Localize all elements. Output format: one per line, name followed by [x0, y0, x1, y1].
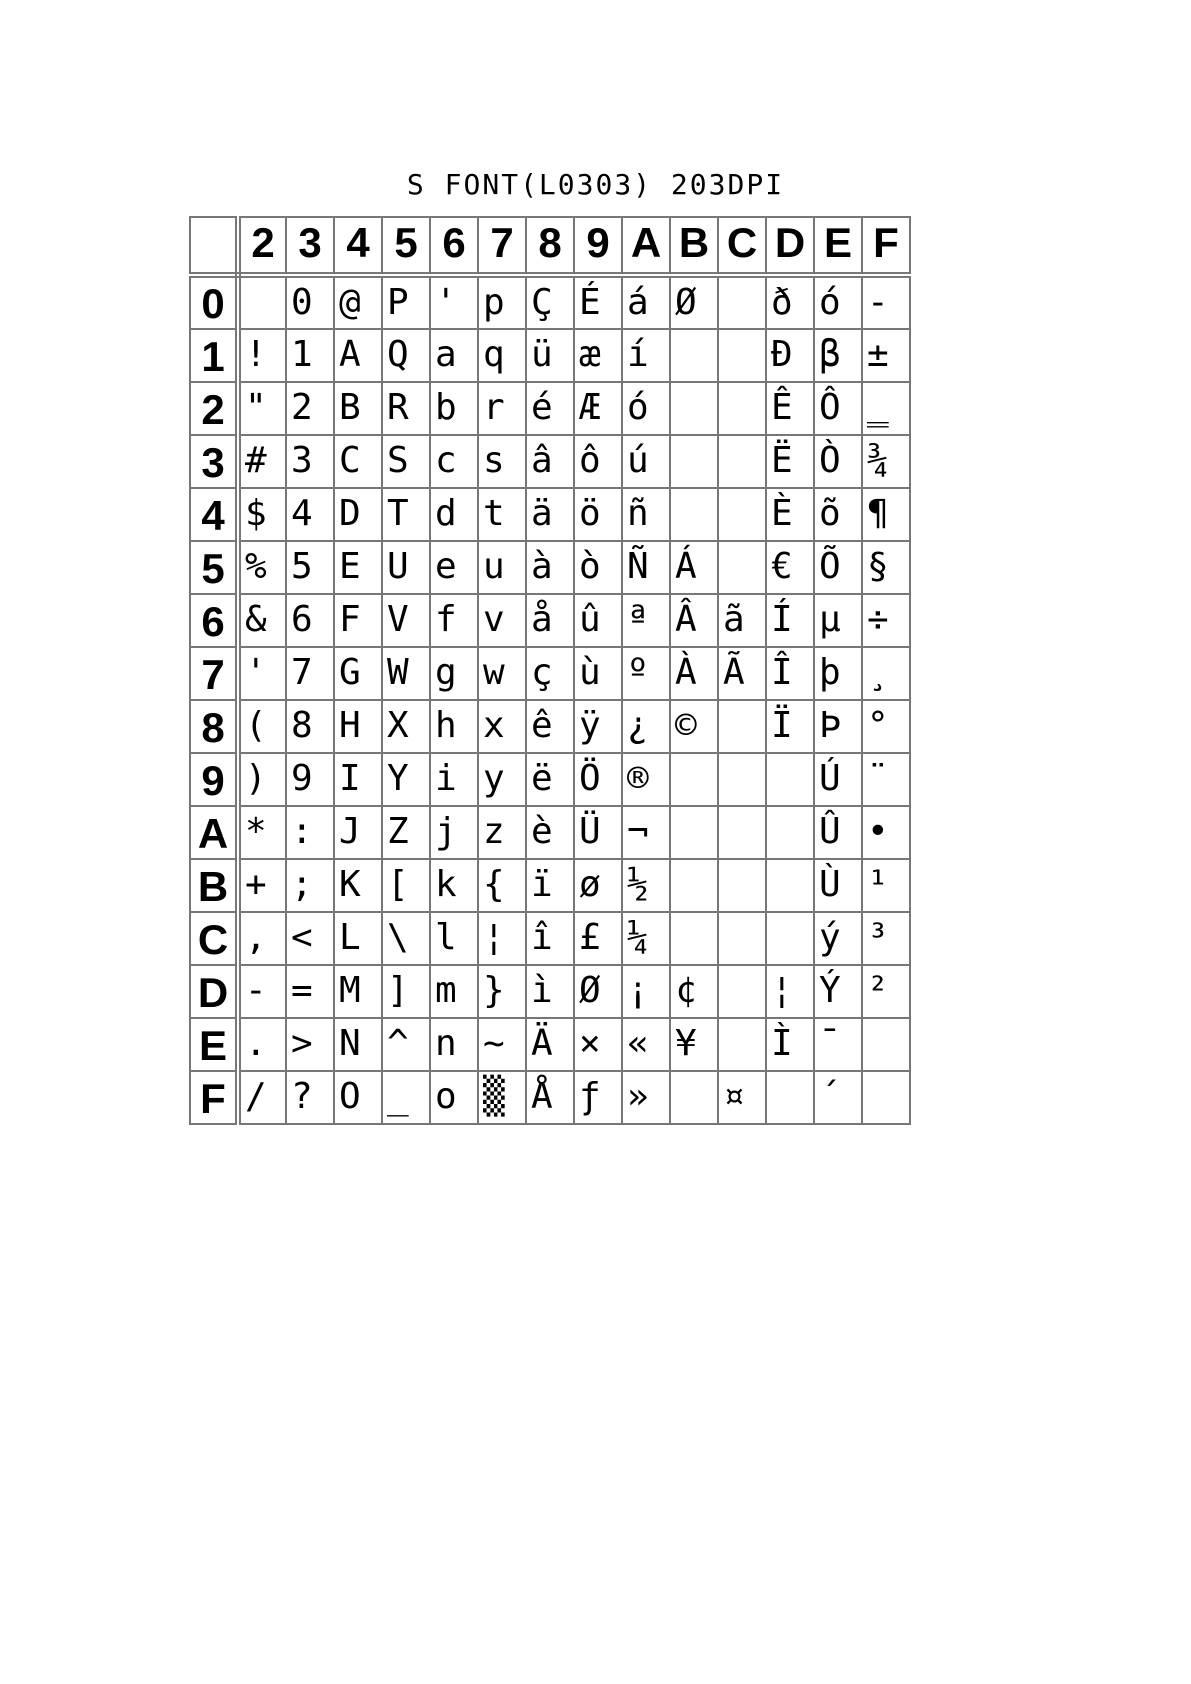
character-cell: »: [622, 1071, 670, 1124]
row-header: 6: [190, 594, 238, 647]
character-cell: €: [766, 541, 814, 594]
character-cell: [718, 541, 766, 594]
character-cell: ,: [238, 912, 286, 965]
character-cell: -: [238, 965, 286, 1018]
row-header: 1: [190, 329, 238, 382]
character-cell: Ò: [814, 435, 862, 488]
character-cell: [718, 329, 766, 382]
character-cell: ±: [862, 329, 910, 382]
character-cell: u: [478, 541, 526, 594]
corner-cell: [190, 217, 238, 275]
character-cell: Æ: [574, 382, 622, 435]
character-cell: [670, 435, 718, 488]
character-cell: ä: [526, 488, 574, 541]
character-cell: ¦: [478, 912, 526, 965]
character-cell: q: [478, 329, 526, 382]
column-header: 5: [382, 217, 430, 275]
character-cell: Í: [766, 594, 814, 647]
character-cell: £: [574, 912, 622, 965]
character-cell: o: [430, 1071, 478, 1124]
character-cell: ': [238, 647, 286, 700]
character-cell: ¯: [814, 1018, 862, 1071]
table-row: [190, 1018, 910, 1071]
character-cell: 1: [286, 329, 334, 382]
character-cell: [766, 806, 814, 859]
character-cell: p: [478, 275, 526, 329]
character-cell: k: [430, 859, 478, 912]
row-header: B: [190, 859, 238, 912]
character-cell: U: [382, 541, 430, 594]
character-cell: °: [862, 700, 910, 753]
row-header: 4: [190, 488, 238, 541]
character-cell: 6: [286, 594, 334, 647]
row-header: 9: [190, 753, 238, 806]
character-cell: D: [334, 488, 382, 541]
character-cell: [718, 382, 766, 435]
character-cell: !: [238, 329, 286, 382]
character-cell: a: [430, 329, 478, 382]
column-header: 2: [238, 217, 286, 275]
character-cell: µ: [814, 594, 862, 647]
character-cell: C: [334, 435, 382, 488]
table-row: [190, 912, 910, 965]
character-cell: ú: [622, 435, 670, 488]
character-cell: [718, 435, 766, 488]
column-header: D: [766, 217, 814, 275]
character-cell: [766, 859, 814, 912]
character-cell: û: [574, 594, 622, 647]
row-header: C: [190, 912, 238, 965]
character-cell: c: [430, 435, 478, 488]
character-cell: ¥: [670, 1018, 718, 1071]
row-header: E: [190, 1018, 238, 1071]
character-cell: Ø: [670, 275, 718, 329]
character-cell: Û: [814, 806, 862, 859]
character-cell: ³: [862, 912, 910, 965]
character-cell: E: [334, 541, 382, 594]
character-cell: ¨: [862, 753, 910, 806]
character-cell: 4: [286, 488, 334, 541]
character-cell: /: [238, 1071, 286, 1124]
character-cell: á: [622, 275, 670, 329]
character-cell: 2: [286, 382, 334, 435]
character-cell: é: [526, 382, 574, 435]
character-cell: Ö: [574, 753, 622, 806]
character-cell: P: [382, 275, 430, 329]
character-cell: [718, 753, 766, 806]
character-cell: .: [238, 1018, 286, 1071]
character-cell: þ: [814, 647, 862, 700]
character-cell: [: [382, 859, 430, 912]
character-cell: r: [478, 382, 526, 435]
character-cell: •: [862, 806, 910, 859]
character-cell: ò: [574, 541, 622, 594]
character-cell: ý: [814, 912, 862, 965]
character-cell: 9: [286, 753, 334, 806]
character-cell: Z: [382, 806, 430, 859]
character-cell: [718, 700, 766, 753]
character-cell: β: [814, 329, 862, 382]
character-cell: ç: [526, 647, 574, 700]
character-cell: Y: [382, 753, 430, 806]
column-header-row: [190, 217, 910, 275]
character-cell: $: [238, 488, 286, 541]
character-cell: Ñ: [622, 541, 670, 594]
character-cell: ²: [862, 965, 910, 1018]
character-cell: =: [286, 965, 334, 1018]
character-code-table: [189, 216, 911, 1125]
character-cell: \: [382, 912, 430, 965]
character-cell: Đ: [766, 329, 814, 382]
row-header: 5: [190, 541, 238, 594]
character-cell: Q: [382, 329, 430, 382]
character-cell: [670, 488, 718, 541]
character-cell: F: [334, 594, 382, 647]
character-cell: ï: [526, 859, 574, 912]
character-cell: i: [430, 753, 478, 806]
character-cell: Á: [670, 541, 718, 594]
character-cell: ê: [526, 700, 574, 753]
character-cell: d: [430, 488, 478, 541]
character-cell: (: [238, 700, 286, 753]
character-cell: [670, 859, 718, 912]
character-cell: ¿: [622, 700, 670, 753]
character-cell: ¶: [862, 488, 910, 541]
character-cell: e: [430, 541, 478, 594]
character-cell: }: [478, 965, 526, 1018]
character-cell: <: [286, 912, 334, 965]
character-cell: V: [382, 594, 430, 647]
character-cell: ƒ: [574, 1071, 622, 1124]
character-cell: å: [526, 594, 574, 647]
character-cell: m: [430, 965, 478, 1018]
character-cell: ª: [622, 594, 670, 647]
table-row: [190, 806, 910, 859]
character-cell: ^: [382, 1018, 430, 1071]
character-cell: ü: [526, 329, 574, 382]
character-cell: h: [430, 700, 478, 753]
character-cell: ¸: [862, 647, 910, 700]
character-cell: î: [526, 912, 574, 965]
character-cell: [766, 912, 814, 965]
character-cell: Ô: [814, 382, 862, 435]
character-cell: É: [574, 275, 622, 329]
character-cell: A: [334, 329, 382, 382]
row-header: 3: [190, 435, 238, 488]
character-cell: ½: [622, 859, 670, 912]
character-cell: Î: [766, 647, 814, 700]
character-cell: º: [622, 647, 670, 700]
character-cell: 7: [286, 647, 334, 700]
character-cell: «: [622, 1018, 670, 1071]
character-cell: [766, 1071, 814, 1124]
character-cell: B: [334, 382, 382, 435]
character-cell: ó: [622, 382, 670, 435]
row-header: 2: [190, 382, 238, 435]
character-cell: ë: [526, 753, 574, 806]
table-row: [190, 435, 910, 488]
table-row: [190, 859, 910, 912]
table-row: [190, 1071, 910, 1124]
character-cell: X: [382, 700, 430, 753]
character-cell: G: [334, 647, 382, 700]
character-cell: ‗: [862, 382, 910, 435]
character-cell: [238, 275, 286, 329]
character-cell: g: [430, 647, 478, 700]
character-cell: L: [334, 912, 382, 965]
character-cell: Ç: [526, 275, 574, 329]
table-row: [190, 965, 910, 1018]
page-title: S FONT(L0303) 203DPI: [406, 168, 785, 201]
table-row: [190, 382, 910, 435]
character-cell: 8: [286, 700, 334, 753]
character-cell: ¼: [622, 912, 670, 965]
table-row: [190, 700, 910, 753]
character-cell: ö: [574, 488, 622, 541]
character-cell: [718, 275, 766, 329]
character-cell: [862, 1071, 910, 1124]
column-header: 7: [478, 217, 526, 275]
character-cell: s: [478, 435, 526, 488]
character-cell: *: [238, 806, 286, 859]
character-cell: 0: [286, 275, 334, 329]
character-cell: O: [334, 1071, 382, 1124]
character-cell: R: [382, 382, 430, 435]
character-cell: ð: [766, 275, 814, 329]
character-cell: Ì: [766, 1018, 814, 1071]
column-header: 4: [334, 217, 382, 275]
table-row: [190, 329, 910, 382]
character-cell: S: [382, 435, 430, 488]
table-row: [190, 647, 910, 700]
column-header: C: [718, 217, 766, 275]
character-cell: Ã: [718, 647, 766, 700]
table-row: [190, 541, 910, 594]
character-cell: ;: [286, 859, 334, 912]
character-cell: [670, 912, 718, 965]
character-cell: Ý: [814, 965, 862, 1018]
character-cell: Ï: [766, 700, 814, 753]
character-cell: y: [478, 753, 526, 806]
character-cell: ': [430, 275, 478, 329]
character-cell: ?: [286, 1071, 334, 1124]
character-cell: Å: [526, 1071, 574, 1124]
character-cell: t: [478, 488, 526, 541]
character-cell: Ù: [814, 859, 862, 912]
character-cell: [766, 753, 814, 806]
row-header: 0: [190, 275, 238, 329]
character-cell: ÷: [862, 594, 910, 647]
column-header: 9: [574, 217, 622, 275]
column-header: B: [670, 217, 718, 275]
character-cell: >: [286, 1018, 334, 1071]
character-cell: è: [526, 806, 574, 859]
character-cell: Ü: [574, 806, 622, 859]
column-header: 6: [430, 217, 478, 275]
character-cell: [670, 806, 718, 859]
character-cell: à: [526, 541, 574, 594]
character-cell: w: [478, 647, 526, 700]
table-row: [190, 594, 910, 647]
character-cell: Ú: [814, 753, 862, 806]
character-cell: [718, 488, 766, 541]
column-header: A: [622, 217, 670, 275]
character-cell: ñ: [622, 488, 670, 541]
character-cell: ): [238, 753, 286, 806]
row-header: A: [190, 806, 238, 859]
column-header: 8: [526, 217, 574, 275]
character-cell: :: [286, 806, 334, 859]
character-cell: T: [382, 488, 430, 541]
character-cell: [670, 329, 718, 382]
character-cell: b: [430, 382, 478, 435]
character-cell: Õ: [814, 541, 862, 594]
character-cell: æ: [574, 329, 622, 382]
character-cell: [718, 1018, 766, 1071]
character-cell: [718, 912, 766, 965]
character-cell: W: [382, 647, 430, 700]
row-header: 8: [190, 700, 238, 753]
character-cell: À: [670, 647, 718, 700]
character-cell: @: [334, 275, 382, 329]
character-cell: n: [430, 1018, 478, 1071]
character-cell: §: [862, 541, 910, 594]
character-cell: +: [238, 859, 286, 912]
character-cell: ¦: [766, 965, 814, 1018]
character-cell: ´: [814, 1071, 862, 1124]
character-cell: ¢: [670, 965, 718, 1018]
character-cell: â: [526, 435, 574, 488]
character-cell: ¤: [718, 1071, 766, 1124]
character-cell: [670, 382, 718, 435]
character-cell: ]: [382, 965, 430, 1018]
character-cell: ù: [574, 647, 622, 700]
character-cell: #: [238, 435, 286, 488]
table-row: [190, 488, 910, 541]
character-cell: 5: [286, 541, 334, 594]
character-cell: ¡: [622, 965, 670, 1018]
character-cell: ø: [574, 859, 622, 912]
character-cell: Ë: [766, 435, 814, 488]
character-cell: ~: [478, 1018, 526, 1071]
character-cell: {: [478, 859, 526, 912]
character-cell: f: [430, 594, 478, 647]
character-cell: ¬: [622, 806, 670, 859]
character-cell: v: [478, 594, 526, 647]
character-cell: -: [862, 275, 910, 329]
character-cell: K: [334, 859, 382, 912]
character-cell: ▒: [478, 1071, 526, 1124]
character-cell: í: [622, 329, 670, 382]
character-cell: _: [382, 1071, 430, 1124]
column-header: E: [814, 217, 862, 275]
table-row: [190, 275, 910, 329]
column-header: 3: [286, 217, 334, 275]
column-header: F: [862, 217, 910, 275]
character-cell: Ä: [526, 1018, 574, 1071]
character-cell: j: [430, 806, 478, 859]
character-cell: H: [334, 700, 382, 753]
character-cell: ¹: [862, 859, 910, 912]
character-cell: l: [430, 912, 478, 965]
character-cell: Ê: [766, 382, 814, 435]
table-row: [190, 753, 910, 806]
character-cell: z: [478, 806, 526, 859]
character-cell: [670, 1071, 718, 1124]
character-cell: I: [334, 753, 382, 806]
character-cell: ì: [526, 965, 574, 1018]
character-cell: ÿ: [574, 700, 622, 753]
character-cell: N: [334, 1018, 382, 1071]
character-cell: ×: [574, 1018, 622, 1071]
character-cell: [670, 753, 718, 806]
character-cell: [718, 859, 766, 912]
character-cell: x: [478, 700, 526, 753]
character-cell: ô: [574, 435, 622, 488]
character-cell: È: [766, 488, 814, 541]
row-header: F: [190, 1071, 238, 1124]
character-cell: õ: [814, 488, 862, 541]
character-cell: [718, 806, 766, 859]
character-cell: ó: [814, 275, 862, 329]
character-cell: &: [238, 594, 286, 647]
row-header: D: [190, 965, 238, 1018]
row-header: 7: [190, 647, 238, 700]
character-cell: Â: [670, 594, 718, 647]
character-cell: ®: [622, 753, 670, 806]
character-cell: Ø: [574, 965, 622, 1018]
character-cell: ©: [670, 700, 718, 753]
character-cell: 3: [286, 435, 334, 488]
character-cell: Þ: [814, 700, 862, 753]
character-cell: ã: [718, 594, 766, 647]
character-cell: ": [238, 382, 286, 435]
character-cell: M: [334, 965, 382, 1018]
character-cell: %: [238, 541, 286, 594]
character-cell: [718, 965, 766, 1018]
character-cell: ¾: [862, 435, 910, 488]
character-cell: J: [334, 806, 382, 859]
character-cell: [862, 1018, 910, 1071]
